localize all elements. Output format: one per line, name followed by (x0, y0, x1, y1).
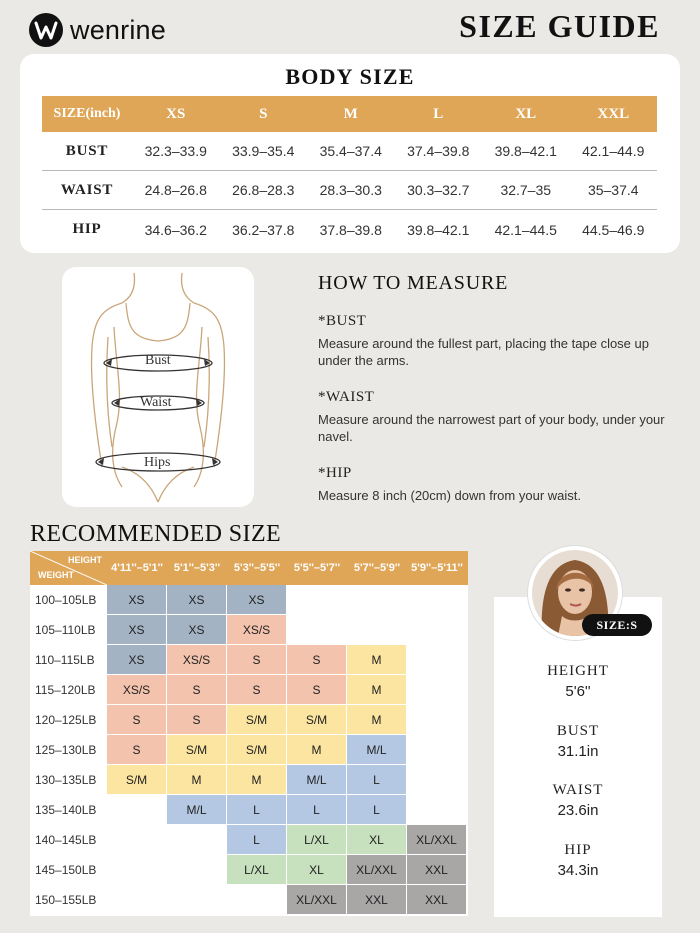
size-cell: M (347, 705, 406, 734)
size-cell: XS/S (227, 615, 286, 644)
size-cell: S (167, 675, 226, 704)
weight-row-label: 105–110LB (35, 623, 96, 637)
size-col-header: XS (166, 105, 186, 122)
size-cell: XL (287, 855, 346, 884)
table-cell: 34.6–36.2 (144, 221, 207, 238)
weight-row-label: 115–120LB (35, 683, 96, 697)
model-height-value: 5'6'' (565, 683, 591, 700)
table-cell: 35.4–37.4 (319, 143, 382, 159)
size-col-header: M (343, 105, 358, 122)
body-outline-illustration (62, 267, 254, 507)
size-cell: XL (347, 825, 406, 854)
size-cell: L (227, 795, 286, 824)
table-row (42, 210, 657, 249)
size-cell: S (227, 645, 286, 674)
size-cell: M (347, 645, 406, 674)
brand-logo (28, 12, 166, 48)
size-cell: XL/XXL (287, 885, 346, 914)
size-cell: S/M (167, 735, 226, 764)
size-cell: M (287, 735, 346, 764)
body-size-title: BODY SIZE (285, 64, 415, 89)
size-cell: M/L (167, 795, 226, 824)
recommended-size-title: RECOMMENDED SIZE (30, 521, 282, 547)
size-col-header: XL (515, 105, 537, 122)
size-cell: XS/S (107, 675, 166, 704)
table-cell: 39.8–42.1 (494, 143, 557, 159)
weight-row-label: 150–155LB (35, 893, 97, 907)
model-waist-label: WAIST (552, 782, 604, 798)
size-cell: S (287, 645, 346, 674)
table-cell: 36.2–37.8 (232, 221, 295, 238)
height-axis-label: HEIGHT (68, 555, 103, 565)
bust-heading: *BUST (318, 313, 367, 329)
weight-row-label: 135–140LB (35, 803, 97, 817)
hip-heading: *HIP (318, 465, 352, 481)
size-cell: S/M (287, 705, 346, 734)
size-cell: L (227, 825, 286, 854)
size-cell: M/L (347, 735, 406, 764)
height-col-header: 5'5''–5'7'' (293, 562, 341, 574)
table-cell: 39.8–42.1 (407, 221, 470, 238)
weight-row-label: 110–115LB (35, 653, 95, 667)
body-size-header (42, 96, 657, 132)
size-cell: S (287, 675, 346, 704)
waist-instruction: Measure around the narrowest part of your body, under your navel. (318, 412, 665, 444)
size-cell: XS (227, 585, 286, 614)
weight-row-label: 140–145LB (35, 833, 97, 847)
table-cell: 32.7–35 (500, 182, 552, 198)
model-waist-value: 23.6in (557, 802, 599, 819)
table-cell: 30.3–32.7 (407, 182, 470, 198)
size-cell: XS (167, 615, 226, 644)
table-cell: 24.8–26.8 (144, 182, 207, 198)
size-cell: S (167, 705, 226, 734)
size-cell: S/M (227, 735, 286, 764)
size-header-label: SIZE(inch) (53, 106, 121, 121)
table-cell: 42.1–44.9 (582, 143, 645, 159)
size-cell: XS (107, 615, 166, 644)
height-col-header: 5'9''–5'11'' (411, 562, 463, 574)
body-size-table (42, 96, 657, 249)
table-cell: 37.8–39.8 (319, 221, 382, 238)
body-size-card (20, 54, 680, 253)
table-cell: 26.8–28.3 (232, 182, 295, 198)
figure-bust-label: Bust (145, 353, 171, 368)
size-cell: M (347, 675, 406, 704)
table-row (42, 132, 657, 171)
size-col-header: L (433, 105, 444, 122)
figure-waist-label: Waist (140, 395, 172, 410)
size-cell: L (287, 795, 346, 824)
how-to-measure-title: HOW TO MEASURE (318, 272, 509, 294)
size-cell: S (107, 735, 166, 764)
size-cell: XS/S (167, 645, 226, 674)
height-col-header: 4'11''–5'1'' (111, 562, 163, 574)
size-cell: S/M (107, 765, 166, 794)
model-hip-value: 34.3in (557, 862, 599, 879)
size-cell: XXL (347, 885, 406, 914)
hip-instruction: Measure 8 inch (20cm) down from your waist. (318, 488, 581, 503)
page-title: SIZE GUIDE (459, 8, 660, 44)
recommended-header (30, 551, 468, 585)
row-label: BUST (65, 142, 109, 159)
size-cell: S (227, 675, 286, 704)
size-cell: XS (167, 585, 226, 614)
table-row (42, 171, 657, 210)
weight-row-label: 125–130LB (35, 743, 97, 757)
size-cell: XL/XXL (347, 855, 406, 884)
size-cell: S/M (227, 705, 286, 734)
size-col-header: XXL (597, 105, 630, 122)
height-col-header: 5'7''–5'9'' (353, 562, 401, 574)
size-cell: M (167, 765, 226, 794)
row-label: WAIST (60, 181, 114, 198)
weight-row-label: 145–150LB (35, 863, 97, 877)
table-cell: 32.3–33.9 (144, 143, 207, 159)
table-cell: 35–37.4 (587, 182, 639, 198)
size-cell: L/XL (227, 855, 286, 884)
size-cell: XXL (407, 885, 466, 914)
size-cell: M/L (287, 765, 346, 794)
wenrine-logo-icon (28, 12, 64, 48)
weight-row-label: 100–105LB (35, 593, 97, 607)
size-cell: XXL (407, 855, 466, 884)
height-col-header: 5'3''–5'5'' (233, 562, 281, 574)
size-cell: M (227, 765, 286, 794)
model-size-badge: SIZE:S (582, 614, 652, 636)
table-cell: 33.9–35.4 (232, 143, 295, 159)
size-cell: XL/XXL (407, 825, 466, 854)
model-bust-value: 31.1in (557, 743, 599, 760)
size-cell: XS (107, 645, 166, 674)
table-cell: 28.3–30.3 (319, 182, 382, 198)
row-label: HIP (72, 221, 102, 237)
size-cell: S (107, 705, 166, 734)
size-col-header: S (259, 105, 268, 122)
model-bust-label: BUST (556, 723, 600, 739)
size-cell: L (347, 765, 406, 794)
size-cell: L (347, 795, 406, 824)
size-cell: XS (107, 585, 166, 614)
brand-name: wenrine (70, 14, 166, 45)
figure-hips-label: Hips (144, 455, 171, 470)
measurement-figure (62, 267, 254, 507)
model-hip-label: HIP (564, 842, 592, 858)
weight-row-label: 130–135LB (35, 773, 97, 787)
table-cell: 37.4–39.8 (407, 143, 470, 159)
height-col-header: 5'1''–5'3'' (173, 562, 221, 574)
table-cell: 42.1–44.5 (494, 221, 557, 238)
table-cell: 44.5–46.9 (582, 221, 645, 238)
weight-axis-label: WEIGHT (38, 570, 74, 580)
bust-instruction: Measure around the fullest part, placing the tape close up under the arms. (318, 336, 649, 368)
recommended-size-table (30, 551, 468, 916)
size-cell: L/XL (287, 825, 346, 854)
model-height-label: HEIGHT (547, 663, 609, 679)
waist-heading: *WAIST (318, 389, 375, 405)
weight-row-label: 120–125LB (35, 713, 97, 727)
